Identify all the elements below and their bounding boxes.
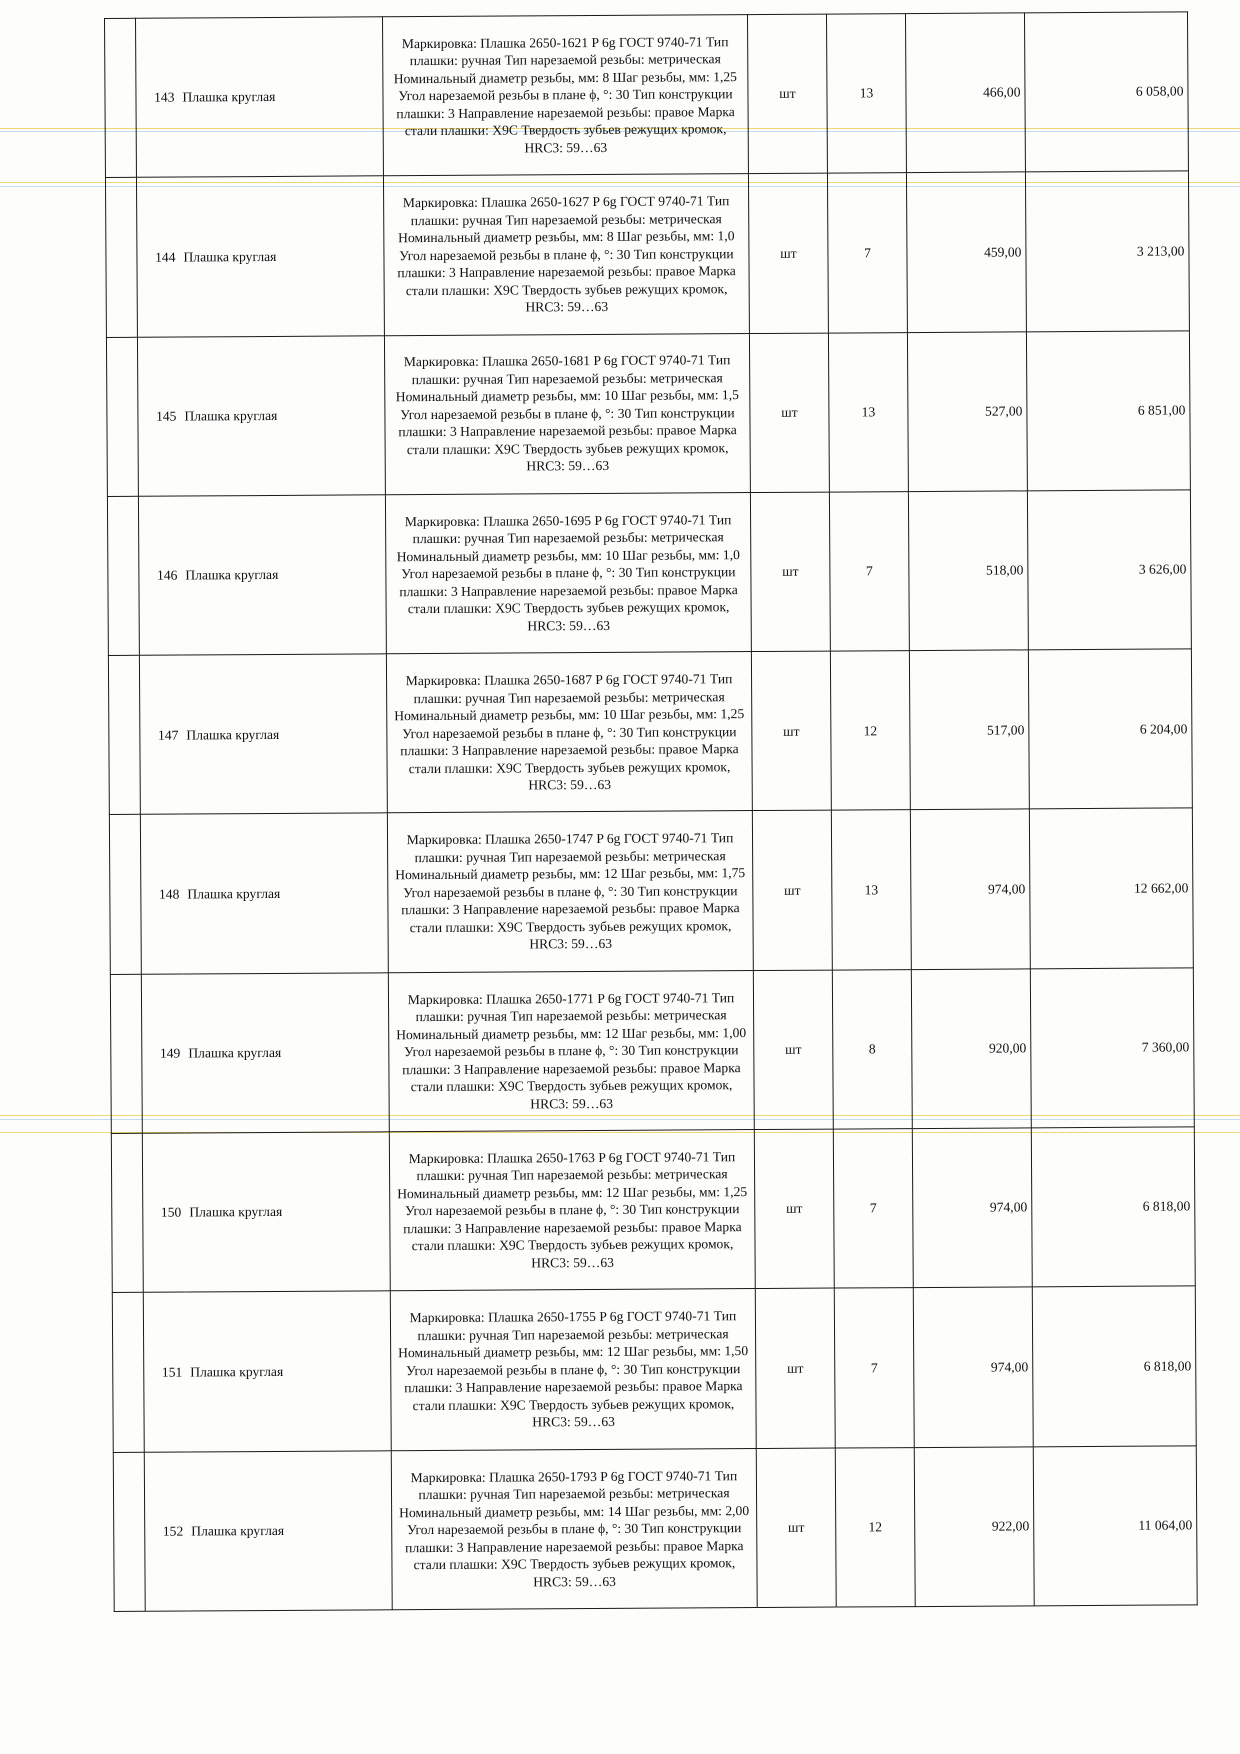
table-row [108, 649, 1192, 815]
item-quantity: 7 [834, 1288, 914, 1448]
item-name: Плашка круглая [179, 176, 384, 337]
item-unit: шт [754, 1129, 834, 1289]
item-description: Маркировка: Плашка 2650-1755 P 6g ГОСТ 9740-71 Тип плашки: ручная Тип нарезаемой резьбы: метрическая Номинальный диаметр резьбы, мм: 12 Шаг резьбы, мм: 1,50 Угол нарезаемой резьбы в плане ϕ, °: 30 Тип конструкции плашки: 3 Направление нарезаемой резьбы: правое Марка стали плашки: Х9С Твердость зубьев режущих кромок, HRC3: 59…63 [390, 1289, 756, 1451]
gutter-cell [113, 1452, 145, 1612]
table-row [113, 1446, 1197, 1612]
item-unit: шт [751, 651, 831, 811]
item-total: 6 818,00 [1031, 1127, 1195, 1287]
table-row [107, 490, 1191, 656]
gutter-cell [111, 1133, 143, 1292]
item-description: Маркировка: Плашка 2650-1695 P 6g ГОСТ 9740-71 Тип плашки: ручная Тип нарезаемой резьбы: метрическая Номинальный диаметр резьбы, мм: 10 Шаг резьбы, мм: 1,0 Угол нарезаемой резьбы в плане ϕ, °: 30 Тип конструкции плашки: 3 Направление нарезаемой резьбы: правое Марка стали плашки: Х9С Твердость зубьев режущих кромок, HRC3: 59…63 [385, 492, 751, 654]
table-row [110, 968, 1194, 1134]
item-unit: шт [753, 970, 833, 1130]
row-number: 145 [137, 337, 180, 497]
gutter-cell [112, 1293, 144, 1452]
item-name: Плашка круглая [181, 495, 386, 656]
item-name: Плашка круглая [180, 335, 385, 496]
item-description: Маркировка: Плашка 2650-1747 P 6g ГОСТ 9740-71 Тип плашки: ручная Тип нарезаемой резьбы: метрическая Номинальный диаметр резьбы, мм: 12 Шаг резьбы, мм: 1,75 Угол нарезаемой резьбы в плане ϕ, °: 30 Тип конструкции плашки: 3 Направление нарезаемой резьбы: правое Марка стали плашки: Х9С Твердость зубьев режущих кромок, HRC3: 59…63 [387, 811, 753, 973]
item-unit: шт [749, 333, 829, 493]
gutter-cell [106, 337, 138, 496]
item-quantity: 8 [832, 969, 912, 1129]
item-price: 518,00 [908, 491, 1028, 651]
item-total: 3 213,00 [1025, 171, 1189, 331]
item-total: 11 064,00 [1033, 1446, 1197, 1606]
specification-table [104, 11, 1198, 1612]
item-total: 3 626,00 [1027, 490, 1191, 650]
gutter-cell [105, 18, 137, 177]
item-unit: шт [752, 811, 832, 971]
item-name: Плашка круглая [184, 973, 389, 1134]
gutter-cell [108, 655, 140, 814]
item-price: 974,00 [910, 809, 1030, 969]
row-number: 147 [139, 655, 182, 815]
item-quantity: 7 [829, 491, 909, 651]
table-row [109, 808, 1193, 974]
item-total: 6 818,00 [1032, 1286, 1196, 1446]
item-price: 974,00 [912, 1128, 1032, 1288]
item-price: 466,00 [905, 13, 1025, 173]
item-price: 517,00 [909, 650, 1029, 810]
table-row [105, 171, 1189, 337]
item-total: 6 058,00 [1024, 12, 1188, 172]
item-description: Маркировка: Плашка 2650-1627 P 6g ГОСТ 9740-71 Тип плашки: ручная Тип нарезаемой резьбы: метрическая Номинальный диаметр резьбы, мм: 8 Шаг резьбы, мм: 1,0 Угол нарезаемой резьбы в плане ϕ, °: 30 Тип конструкции плашки: 3 Направление нарезаемой резьбы: правое Марка стали плашки: Х9С Твердость зубьев режущих кромок, HRC3: 59…63 [383, 174, 749, 336]
table-row [106, 330, 1190, 496]
item-description: Маркировка: Плашка 2650-1681 P 6g ГОСТ 9740-71 Тип плашки: ручная Тип нарезаемой резьбы: метрическая Номинальный диаметр резьбы, мм: 10 Шаг резьбы, мм: 1,5 Угол нарезаемой резьбы в плане ϕ, °: 30 Тип конструкции плашки: 3 Направление нарезаемой резьбы: правое Марка стали плашки: Х9С Твердость зубьев режущих кромок, HRC3: 59…63 [384, 333, 750, 495]
row-number: 150 [142, 1133, 185, 1293]
item-price: 459,00 [906, 172, 1026, 332]
table-row [112, 1286, 1196, 1452]
item-unit: шт [755, 1288, 835, 1448]
item-quantity: 13 [826, 14, 906, 174]
item-description: Маркировка: Плашка 2650-1687 P 6g ГОСТ 9740-71 Тип плашки: ручная Тип нарезаемой резьбы: метрическая Номинальный диаметр резьбы, мм: 10 Шаг резьбы, мм: 1,25 Угол нарезаемой резьбы в плане ϕ, °: 30 Тип конструкции плашки: 3 Направление нарезаемой резьбы: правое Марка стали плашки: Х9С Твердость зубьев режущих кромок, HRC3: 59…63 [386, 652, 752, 814]
item-total: 6 851,00 [1026, 330, 1190, 490]
item-unit: шт [747, 14, 827, 174]
item-price: 920,00 [911, 969, 1031, 1129]
item-total: 6 204,00 [1028, 649, 1192, 809]
item-name: Плашка круглая [185, 1132, 390, 1293]
item-name: Плашка круглая [183, 813, 388, 974]
gutter-cell [107, 496, 139, 655]
table-row [105, 12, 1189, 178]
item-quantity: 12 [835, 1447, 915, 1607]
row-number: 144 [136, 177, 179, 337]
item-description: Маркировка: Плашка 2650-1763 P 6g ГОСТ 9740-71 Тип плашки: ручная Тип нарезаемой резьбы: метрическая Номинальный диаметр резьбы, мм: 12 Шаг резьбы, мм: 1,25 Угол нарезаемой резьбы в плане ϕ, °: 30 Тип конструкции плашки: 3 Направление нарезаемой резьбы: правое Марка стали плашки: Х9С Твердость зубьев режущих кромок, HRC3: 59…63 [389, 1130, 755, 1292]
item-quantity: 13 [828, 332, 908, 492]
row-number: 152 [144, 1452, 187, 1612]
item-total: 12 662,00 [1029, 808, 1193, 968]
item-quantity: 7 [827, 173, 907, 333]
item-unit: шт [750, 492, 830, 652]
table-body [105, 12, 1198, 1612]
item-quantity: 12 [830, 651, 910, 811]
row-number: 143 [136, 18, 179, 178]
item-description: Маркировка: Плашка 2650-1771 P 6g ГОСТ 9740-71 Тип плашки: ручная Тип нарезаемой резьбы: метрическая Номинальный диаметр резьбы, мм: 12 Шаг резьбы, мм: 1,00 Угол нарезаемой резьбы в плане ϕ, °: 30 Тип конструкции плашки: 3 Направление нарезаемой резьбы: правое Марка стали плашки: Х9С Твердость зубьев режущих кромок, HRC3: 59…63 [388, 970, 754, 1132]
item-price: 922,00 [914, 1447, 1034, 1607]
item-name: Плашка круглая [178, 17, 383, 178]
row-number: 149 [141, 974, 184, 1134]
item-quantity: 13 [831, 810, 911, 970]
item-unit: шт [748, 173, 828, 333]
item-unit: шт [756, 1448, 836, 1608]
item-name: Плашка круглая [182, 654, 387, 815]
item-name: Плашка круглая [187, 1450, 392, 1611]
item-total: 7 360,00 [1030, 968, 1194, 1128]
item-price: 527,00 [907, 331, 1027, 491]
gutter-cell [109, 815, 141, 974]
item-quantity: 7 [833, 1129, 913, 1289]
item-price: 974,00 [913, 1287, 1033, 1447]
item-name: Плашка круглая [186, 1291, 391, 1452]
gutter-cell [105, 178, 137, 337]
gutter-cell [110, 974, 142, 1133]
item-description: Маркировка: Плашка 2650-1621 P 6g ГОСТ 9740-71 Тип плашки: ручная Тип нарезаемой резьбы: метрическая Номинальный диаметр резьбы, мм: 8 Шаг резьбы, мм: 1,25 Угол нарезаемой резьбы в плане ϕ, °: 30 Тип конструкции плашки: 3 Направление нарезаемой резьбы: правое Марка стали плашки: Х9С Твердость зубьев режущих кромок, HRC3: 59…63 [382, 15, 748, 177]
row-number: 146 [138, 496, 181, 656]
row-number: 148 [140, 815, 183, 975]
item-description: Маркировка: Плашка 2650-1793 P 6g ГОСТ 9740-71 Тип плашки: ручная Тип нарезаемой резьбы: метрическая Номинальный диаметр резьбы, мм: 14 Шаг резьбы, мм: 2,00 Угол нарезаемой резьбы в плане ϕ, °: 30 Тип конструкции плашки: 3 Направление нарезаемой резьбы: правое Марка стали плашки: Х9С Твердость зубьев режущих кромок, HRC3: 59…63 [391, 1448, 757, 1610]
row-number: 151 [143, 1292, 186, 1452]
table-row [111, 1127, 1195, 1293]
